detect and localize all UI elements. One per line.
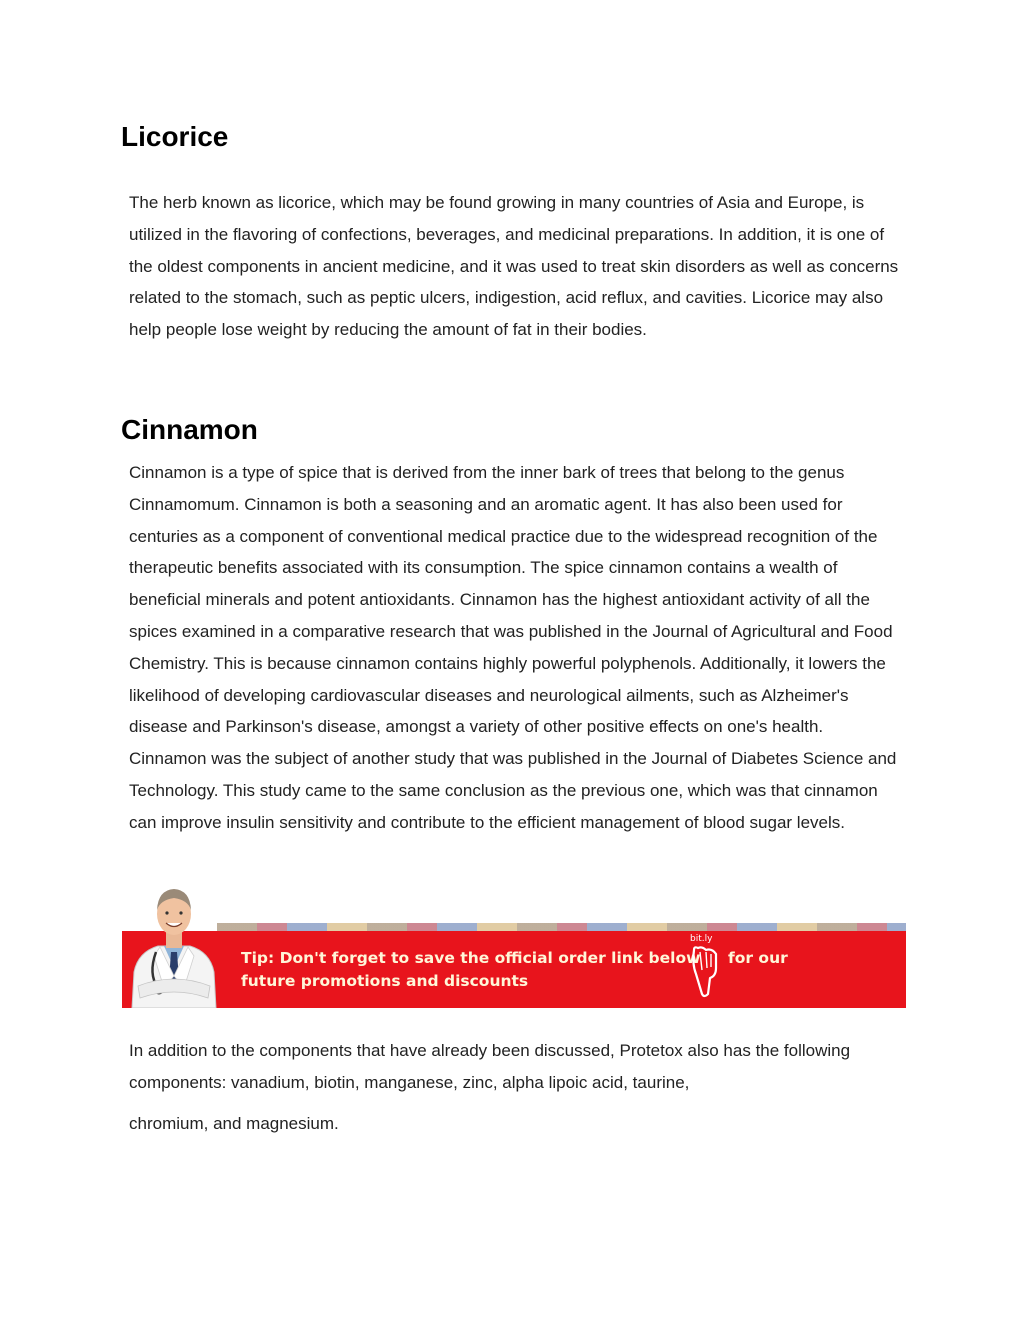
banner-tip-line2: future promotions and discounts bbox=[241, 972, 529, 990]
banner-tip-line1: Tip: Don't forget to save the official order link below bbox=[241, 949, 701, 967]
section-body-cinnamon: Cinnamon is a type of spice that is derived from the inner bark of trees that belong to the genus Cinnamomum. Cinnamon is both a seasoning and an aromatic agent. It has also been used for centuries as a component of conventional medical practice due to the widespread recognition of the therapeutic benefits associated with its consumption. The spice cinnamon contains a wealth of beneficial minerals and potent antioxidants. Cinnamon has the highest antioxidant activity of all the spices examined in a comparative research that was published in the Journal of Agricultural and Food Chemistry. This is because cinnamon contains highly powerful polyphenols. Additionally, it lowers the likelihood of developing cardiovascular diseases and neurological ailments, such as Alzheimer's disease and Parkinson's disease, amongst a variety of other positive effects on one's health. Cinnamon was the subject of another study that was published in the Journal of Diabetes Science and Technology. This study came to the same conclusion as the previous one, which was that cinnamon can improve insulin sensitivity and contribute to the efficient management of blood sugar levels. bbox=[129, 463, 897, 832]
order-link-hint[interactable] bbox=[684, 934, 724, 1000]
section-heading-licorice: Licorice bbox=[121, 121, 229, 152]
banner-decor-strip bbox=[217, 923, 906, 931]
closing-paragraph bbox=[129, 1035, 899, 1139]
doctor-image bbox=[124, 876, 224, 1008]
pointing-hand-icon bbox=[684, 934, 724, 1000]
banner-for-our-text: for our bbox=[728, 949, 788, 967]
section-heading-cinnamon: Cinnamon bbox=[121, 414, 258, 445]
link-hint-label: bit.ly bbox=[690, 934, 713, 944]
closing-body-main: In addition to the components that have already been discussed, Protetox also has the following components: vanadium, biotin, manganese, zinc, alpha lipoic acid, taurine, bbox=[129, 1041, 851, 1092]
closing-body-last: chromium, and magnesium. bbox=[129, 1113, 339, 1133]
promo-banner[interactable] bbox=[122, 876, 906, 1008]
section-body-licorice: The herb known as licorice, which may be found growing in many countries of Asia and Europe, is utilized in the flavoring of confections, beverages, and medicinal preparations. In addition, it is one of the oldest components in ancient medicine, and it was used to treat skin disorders as well as concerns related to the stomach, such as peptic ulcers, indigestion, acid reflux, and cavities. Licorice may also help people lose weight by reducing the amount of fat in their bodies. bbox=[129, 193, 899, 340]
